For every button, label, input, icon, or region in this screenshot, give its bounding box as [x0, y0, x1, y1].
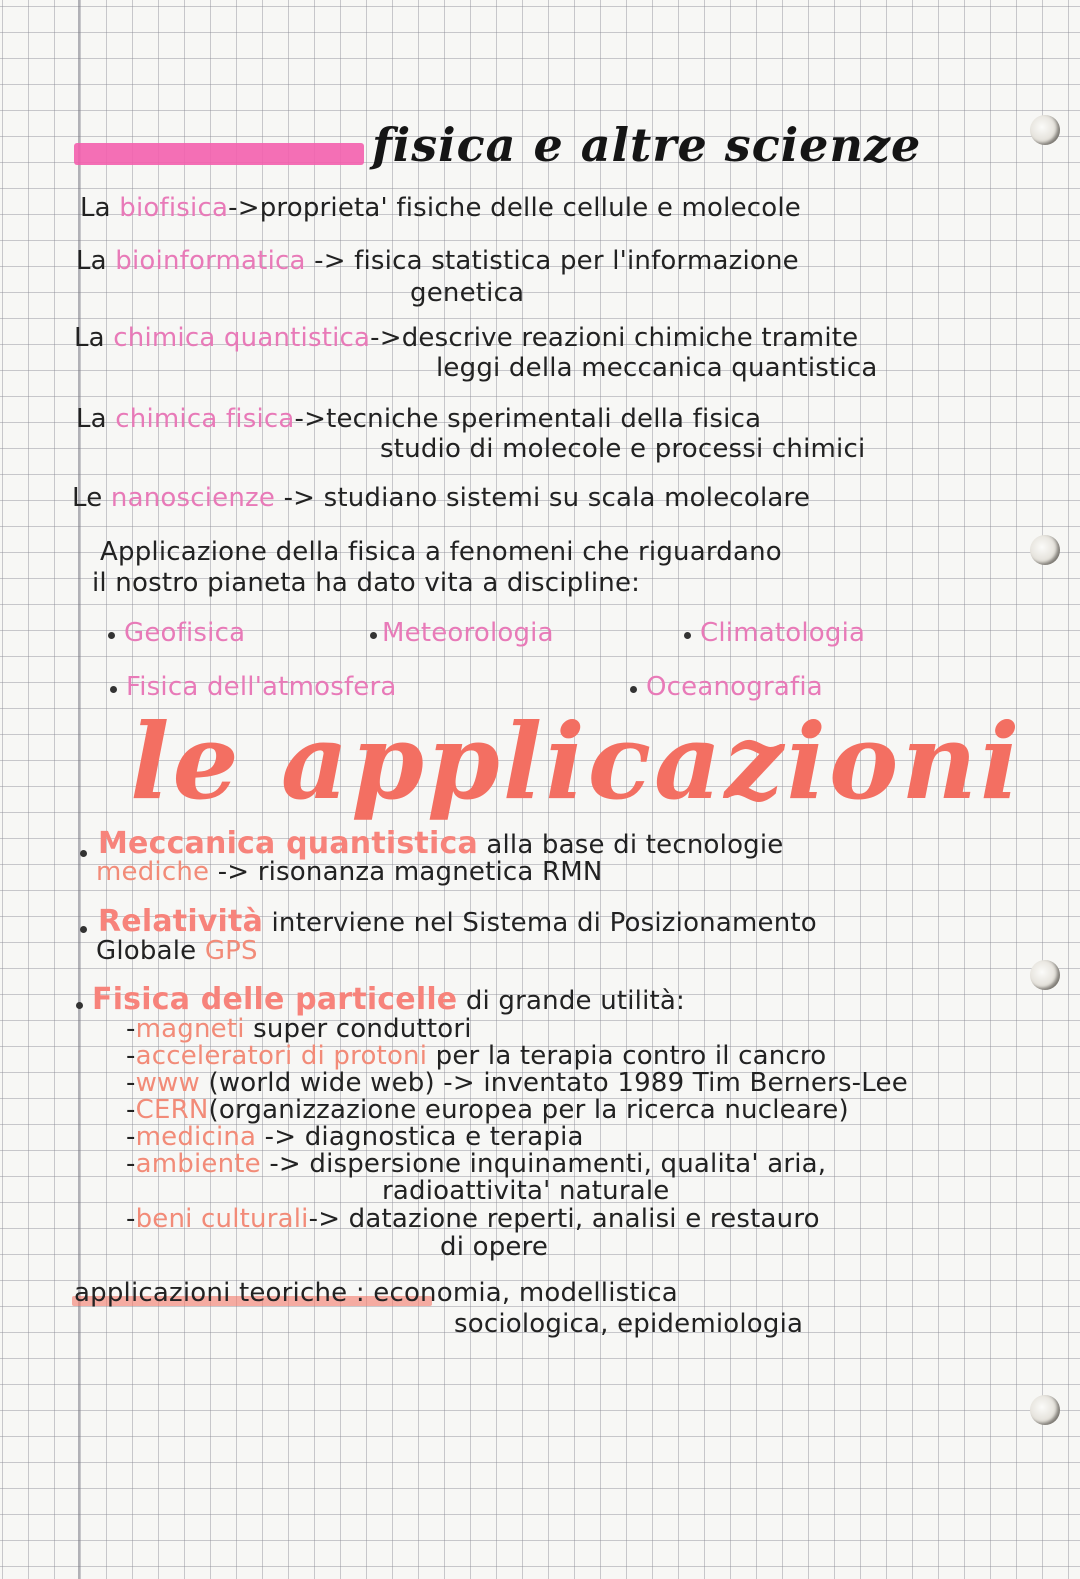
field-term: bioinformatica — [115, 246, 306, 276]
use-text: (world wide web) -> inventato 1989 Tim Berners-Lee — [208, 1068, 908, 1098]
application-text: Globale — [96, 936, 197, 966]
dash: - — [126, 1014, 136, 1044]
field-prefix: La — [74, 323, 105, 353]
application-text: di grande utilità: — [465, 986, 686, 1016]
use-text-cont: di opere — [440, 1232, 549, 1262]
title-highlight-bar — [74, 143, 364, 165]
arrow: -> — [314, 246, 346, 276]
discipline-item: Fisica dell'atmosfera — [126, 672, 397, 702]
field-term: biofisica — [119, 193, 229, 223]
use-text: (organizzazione europea per la ricerca nucleare) — [208, 1095, 849, 1125]
use-term: acceleratori di protoni — [135, 1041, 428, 1071]
field-line — [80, 193, 801, 223]
dash: - — [126, 1095, 136, 1125]
field-line — [72, 483, 810, 513]
field-line — [74, 323, 858, 353]
theoretical-line — [74, 1278, 678, 1308]
bullet — [80, 850, 87, 857]
bullet — [108, 632, 115, 639]
use-item — [126, 1014, 472, 1044]
field-desc: tecniche sperimentali della fisica — [326, 404, 762, 434]
application-line-cont — [96, 857, 603, 887]
application-term: Relatività — [98, 904, 264, 939]
field-term: nanoscienze — [110, 483, 276, 513]
application-line — [92, 982, 685, 1017]
field-prefix: La — [76, 404, 107, 434]
punch-hole — [1030, 535, 1060, 565]
application-term: mediche — [96, 857, 210, 887]
application-term: GPS — [204, 936, 258, 966]
field-desc: fisica statistica per l'informazione — [354, 246, 799, 276]
field-line — [76, 404, 761, 434]
application-line-cont — [96, 936, 258, 966]
discipline-item: Climatologia — [700, 618, 866, 648]
use-term: www — [135, 1068, 200, 1098]
bullet — [370, 632, 377, 639]
dash: - — [126, 1149, 136, 1179]
use-text: -> dispersione inquinamenti, qualita' aria, — [269, 1149, 827, 1179]
application-text: -> risonanza magnetica RMN — [217, 857, 603, 887]
arrow: -> — [228, 193, 260, 223]
application-line — [98, 904, 817, 939]
discipline-item: Oceanografia — [646, 672, 823, 702]
bullet — [80, 926, 87, 933]
use-term: ambiente — [135, 1149, 261, 1179]
use-text: super conduttori — [253, 1014, 472, 1044]
bullet — [76, 1002, 83, 1009]
use-item — [126, 1095, 849, 1125]
dash: - — [126, 1204, 136, 1234]
field-desc: studiano sistemi su scala molecolare — [323, 483, 811, 513]
field-desc-cont: genetica — [410, 278, 525, 308]
bullet — [630, 686, 637, 693]
field-desc: descrive reazioni chimiche tramite — [401, 323, 859, 353]
separator: : — [355, 1278, 365, 1308]
use-item — [126, 1068, 908, 1098]
section-title: le applicazioni — [130, 700, 1023, 823]
use-term: medicina — [135, 1122, 257, 1152]
use-term: beni culturali — [135, 1204, 309, 1234]
bullet — [684, 632, 691, 639]
use-text: per la terapia contro il cancro — [435, 1041, 827, 1071]
intro-line: il nostro pianeta ha dato vita a discipline: — [92, 568, 641, 598]
field-desc-cont: studio di molecole e processi chimici — [380, 434, 866, 464]
intro-line: Applicazione della fisica a fenomeni che riguardano — [100, 537, 782, 567]
discipline-item: Geofisica — [124, 618, 246, 648]
arrow: -> — [370, 323, 402, 353]
field-desc-cont: leggi della meccanica quantistica — [436, 353, 878, 383]
use-text: -> diagnostica e terapia — [264, 1122, 584, 1152]
field-prefix: Le — [72, 483, 103, 513]
use-item — [126, 1204, 820, 1234]
page-title: fisica e altre scienze — [372, 118, 922, 172]
application-text: interviene nel Sistema di Posizionamento — [271, 908, 817, 938]
application-text: alla base di tecnologie — [486, 830, 784, 860]
use-item — [126, 1122, 584, 1152]
margin-line — [78, 0, 80, 1579]
bullet — [110, 686, 117, 693]
punch-hole — [1030, 960, 1060, 990]
use-text: -> datazione reperti, analisi e restauro — [308, 1204, 820, 1234]
use-term: magneti — [135, 1014, 245, 1044]
field-line — [76, 246, 799, 276]
theoretical-text: economia, modellistica — [373, 1278, 678, 1308]
field-prefix: La — [76, 246, 107, 276]
arrow: -> — [283, 483, 316, 513]
field-desc: proprieta' fisiche delle cellule e molecole — [259, 193, 801, 223]
arrow: -> — [294, 404, 327, 434]
theoretical-label: applicazioni teoriche — [74, 1278, 348, 1308]
dash: - — [126, 1068, 136, 1098]
application-term: Fisica delle particelle — [92, 982, 458, 1017]
use-term: CERN — [135, 1095, 209, 1125]
use-item — [126, 1041, 826, 1071]
discipline-item: Meteorologia — [382, 618, 554, 648]
dash: - — [126, 1041, 136, 1071]
use-item — [126, 1149, 826, 1179]
use-text-cont: radioattivita' naturale — [382, 1176, 670, 1206]
punch-hole — [1030, 115, 1060, 145]
field-term: chimica quantistica — [113, 323, 371, 353]
punch-hole — [1030, 1395, 1060, 1425]
dash: - — [126, 1122, 136, 1152]
application-term: Meccanica quantistica — [98, 826, 478, 861]
application-line — [98, 826, 784, 861]
field-term: chimica fisica — [115, 404, 295, 434]
theoretical-text-cont: sociologica, epidemiologia — [454, 1309, 804, 1339]
field-prefix: La — [80, 193, 111, 223]
